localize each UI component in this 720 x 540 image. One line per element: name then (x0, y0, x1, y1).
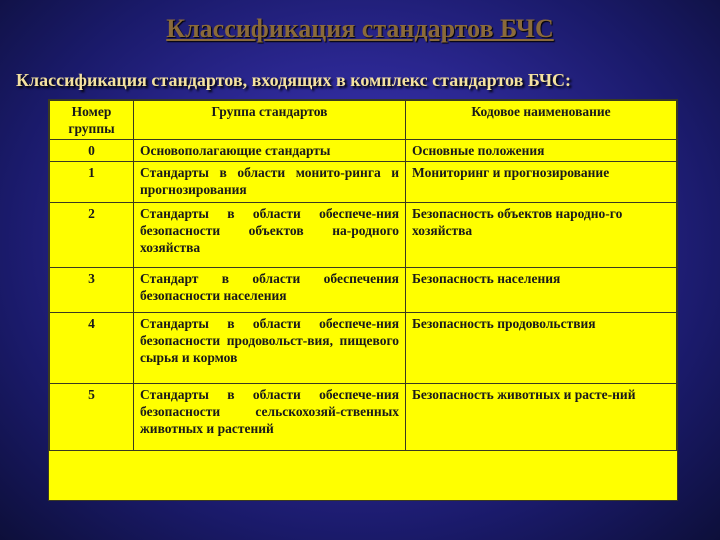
row-number: 5 (50, 384, 134, 451)
table-row (50, 140, 677, 162)
table-header-row (50, 101, 677, 140)
row-group: Стандарты в области обеспече-ния безопасности объектов на-родного хозяйства (134, 203, 406, 268)
row-group: Стандарты в области обеспече-ния безопасности продовольст-вия, пищевого сырья и кормов (134, 313, 406, 384)
row-code: Безопасность продовольствия (406, 313, 677, 384)
slide-title: Классификация стандартов БЧС (166, 14, 554, 43)
row-code: Безопасность населения (406, 268, 677, 313)
standards-table (49, 100, 677, 451)
row-code: Основные положения (406, 140, 677, 162)
header-code-name: Кодовое наименование (406, 101, 677, 140)
header-group-number: Номер группы (50, 101, 134, 140)
row-group: Стандарты в области монито-ринга и прогнозирования (134, 162, 406, 203)
slide-subtitle: Классификация стандартов, входящих в комплекс стандартов БЧС: (16, 70, 572, 90)
row-code: Безопасность объектов народно-го хозяйства (406, 203, 677, 268)
table-row (50, 384, 677, 451)
table-row (50, 203, 677, 268)
row-number: 4 (50, 313, 134, 384)
row-code: Безопасность животных и расте-ний (406, 384, 677, 451)
table-row (50, 268, 677, 313)
row-group: Стандарт в области обеспечения безопасности населения (134, 268, 406, 313)
row-group: Стандарты в области обеспече-ния безопасности сельскохозяй-ственных животных и растений (134, 384, 406, 451)
row-number: 0 (50, 140, 134, 162)
row-number: 3 (50, 268, 134, 313)
standards-table-panel (48, 99, 678, 501)
row-group: Основополагающие стандарты (134, 140, 406, 162)
header-group-standards: Группа стандартов (134, 101, 406, 140)
table-row (50, 313, 677, 384)
row-number: 1 (50, 162, 134, 203)
row-number: 2 (50, 203, 134, 268)
table-row (50, 162, 677, 203)
row-code: Мониторинг и прогнозирование (406, 162, 677, 203)
